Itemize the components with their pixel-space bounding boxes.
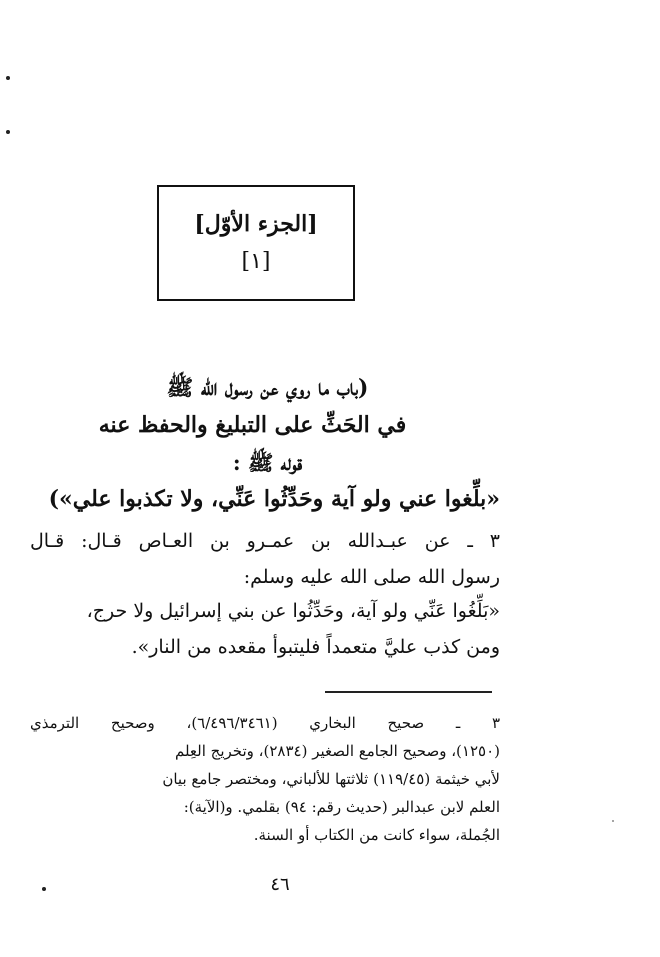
footnote-line-3: لأبي خيثمة (١١٩/٤٥) ثلاثتها للألباني، ومختصر جامع بيان xyxy=(162,770,500,788)
footnote-line-5: الجُملة، سواء كانت من الكتاب أو السنة. xyxy=(253,826,500,844)
page-number: ٤٦ xyxy=(270,874,290,895)
scan-speck xyxy=(42,887,46,891)
hadith-text-line-1: ٣ ـ عن عبـدالله بن عمـرو بن العـاص قـال: قـال xyxy=(30,530,500,552)
footnote-line-4: العلم لابن عبدالبر (حديث رقم: ٩٤) بقلمي. و(الآية): xyxy=(183,798,500,816)
footnote-line-2: (١٢٥٠)، وصحيح الجامع الصغير (٢٨٣٤)، وتخريج العِلم xyxy=(174,742,500,760)
scan-speck xyxy=(6,76,10,80)
footnote-divider xyxy=(325,691,492,693)
chapter-title-line-1: (باب ما روي عن رسول الله ﷺ xyxy=(166,375,369,401)
part-title: [الجزء الأوّل] xyxy=(194,211,318,237)
hadith-text-line-3: «بَلِّغُوا عَنِّي ولو آية، وحَدِّثُوا عن بني إسرائيل ولا حرج، xyxy=(86,600,500,622)
chapter-title-line-3: قوله ﷺ : xyxy=(232,450,303,475)
scan-speck xyxy=(612,820,614,822)
hadith-text-line-2: رسول الله صلى الله عليه وسلم: xyxy=(243,566,500,588)
chapter-title-line-2: في الحَثِّ على التبليغ والحفظ عنه xyxy=(98,412,407,438)
footnote-line-1: ٣ ـ صحيح البخاري (٦/٤٩٦/٣٤٦١)، وصحيح الترمذي xyxy=(30,714,500,732)
hadith-text-line-4: ومن كذب عليَّ متعمداً فليتبوأ مقعده من النار». xyxy=(131,636,500,658)
part-heading-box xyxy=(157,185,355,301)
scan-speck xyxy=(6,130,10,134)
part-number: [١] xyxy=(241,249,271,274)
chapter-title-line-4: «بلِّغوا عني ولو آية وحَدِّثُوا عَنِّي، ولا تكذبوا علي») xyxy=(48,486,500,512)
